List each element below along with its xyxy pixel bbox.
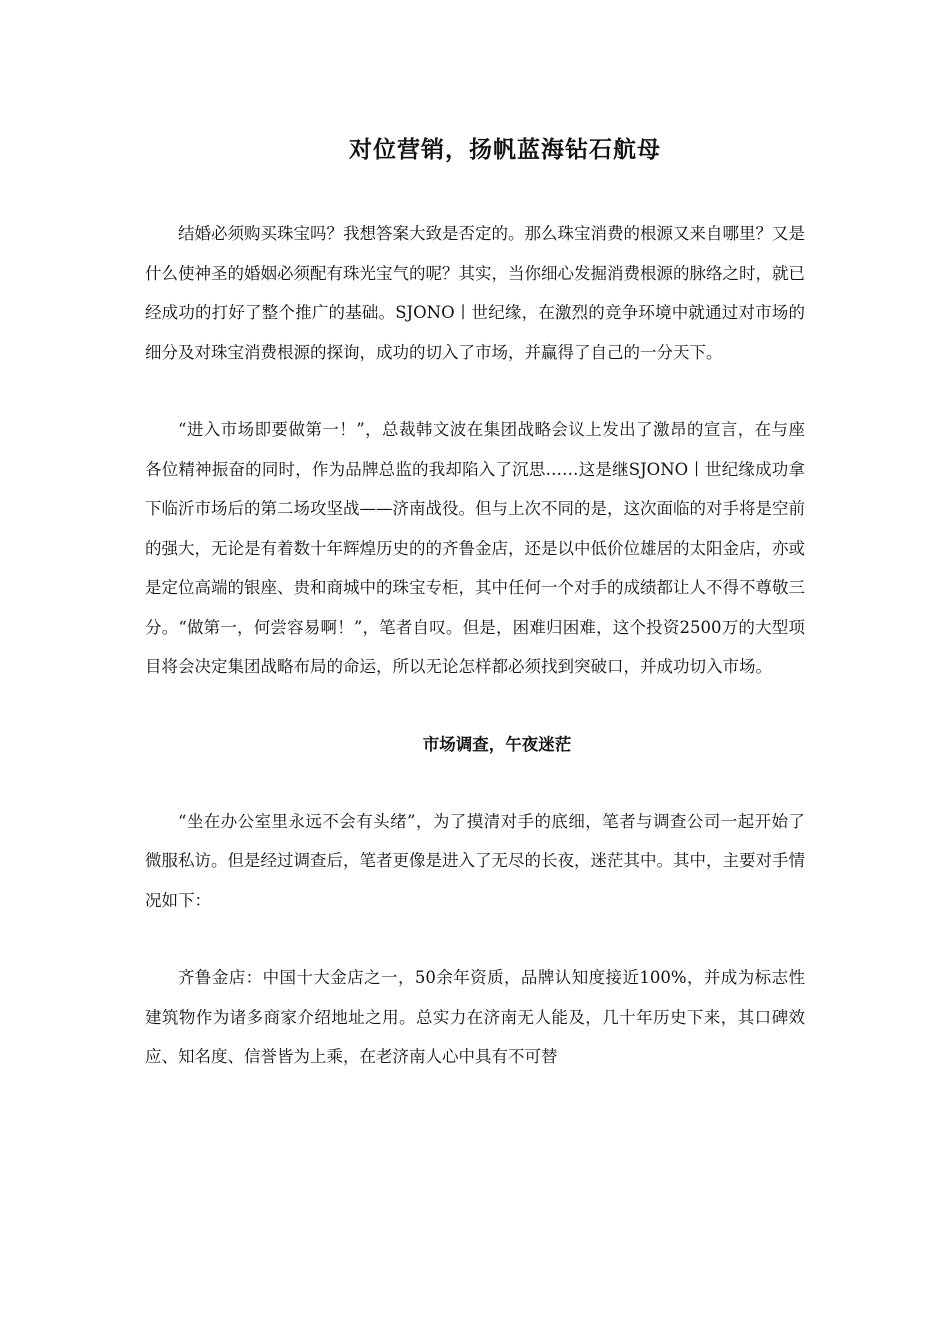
section-heading-market-research: 市场调查，午夜迷茫: [422, 734, 572, 754]
document-title: 对位营销，扬帆蓝海钻石航母: [349, 136, 661, 163]
document-page: [145, 130, 805, 1115]
paragraph-intro: 结婚必须购买珠宝吗？我想答案大致是否定的。那么珠宝消费的根源又来自哪里？又是什么使神圣的婚姻必须配有珠光宝气的呢？其实，当你细心发掘消费根源的脉络之时，就已经成功的打好了整个推广的基础。SJONO丨世纪缘，在激烈的竞争环境中就通过对市场的细分及对珠宝消费根源的探询，成功的切入了市场，并赢得了自己的一分天下。: [145, 224, 805, 362]
paragraph-jinan-battle: “进入市场即要做第一！”，总裁韩文波在集团战略会议上发出了激昂的宣言，在与座各位精神振奋的同时，作为品牌总监的我却陷入了沉思……这是继SJONO丨世纪缘成功拿下临沂市场后的第二场攻坚战——济南战役。但与上次不同的是，这次面临的对手将是空前的强大，无论是有着数十年辉煌历史的的齐鲁金店，还是以中低价位雄居的太阳金店，亦或是定位高端的银座、贵和商城中的珠宝专柜，其中任何一个对手的成绩都让人不得不尊敬三分。“做第一，何尝容易啊！”，笔者自叹。但是，困难归困难，这个投资2500万的大型项目将会决定集团战略布局的命运，所以无论怎样都必须找到突破口，并成功切入市场。: [145, 420, 805, 676]
paragraph-market-research: “坐在办公室里永远不会有头绪”，为了摸清对手的底细，笔者与调查公司一起开始了微服私访。但是经过调查后，笔者更像是进入了无尽的长夜，迷茫其中。其中，主要对手情况如下：: [145, 811, 805, 910]
paragraph-qilu-jewelry: 齐鲁金店：中国十大金店之一，50余年资质，品牌认知度接近100%，并成为标志性建筑物作为诸多商家介绍地址之用。总实力在济南无人能及，几十年历史下来，其口碑效应、知名度、信誉皆为上乘，在老济南人心中具有不可替: [145, 968, 805, 1066]
